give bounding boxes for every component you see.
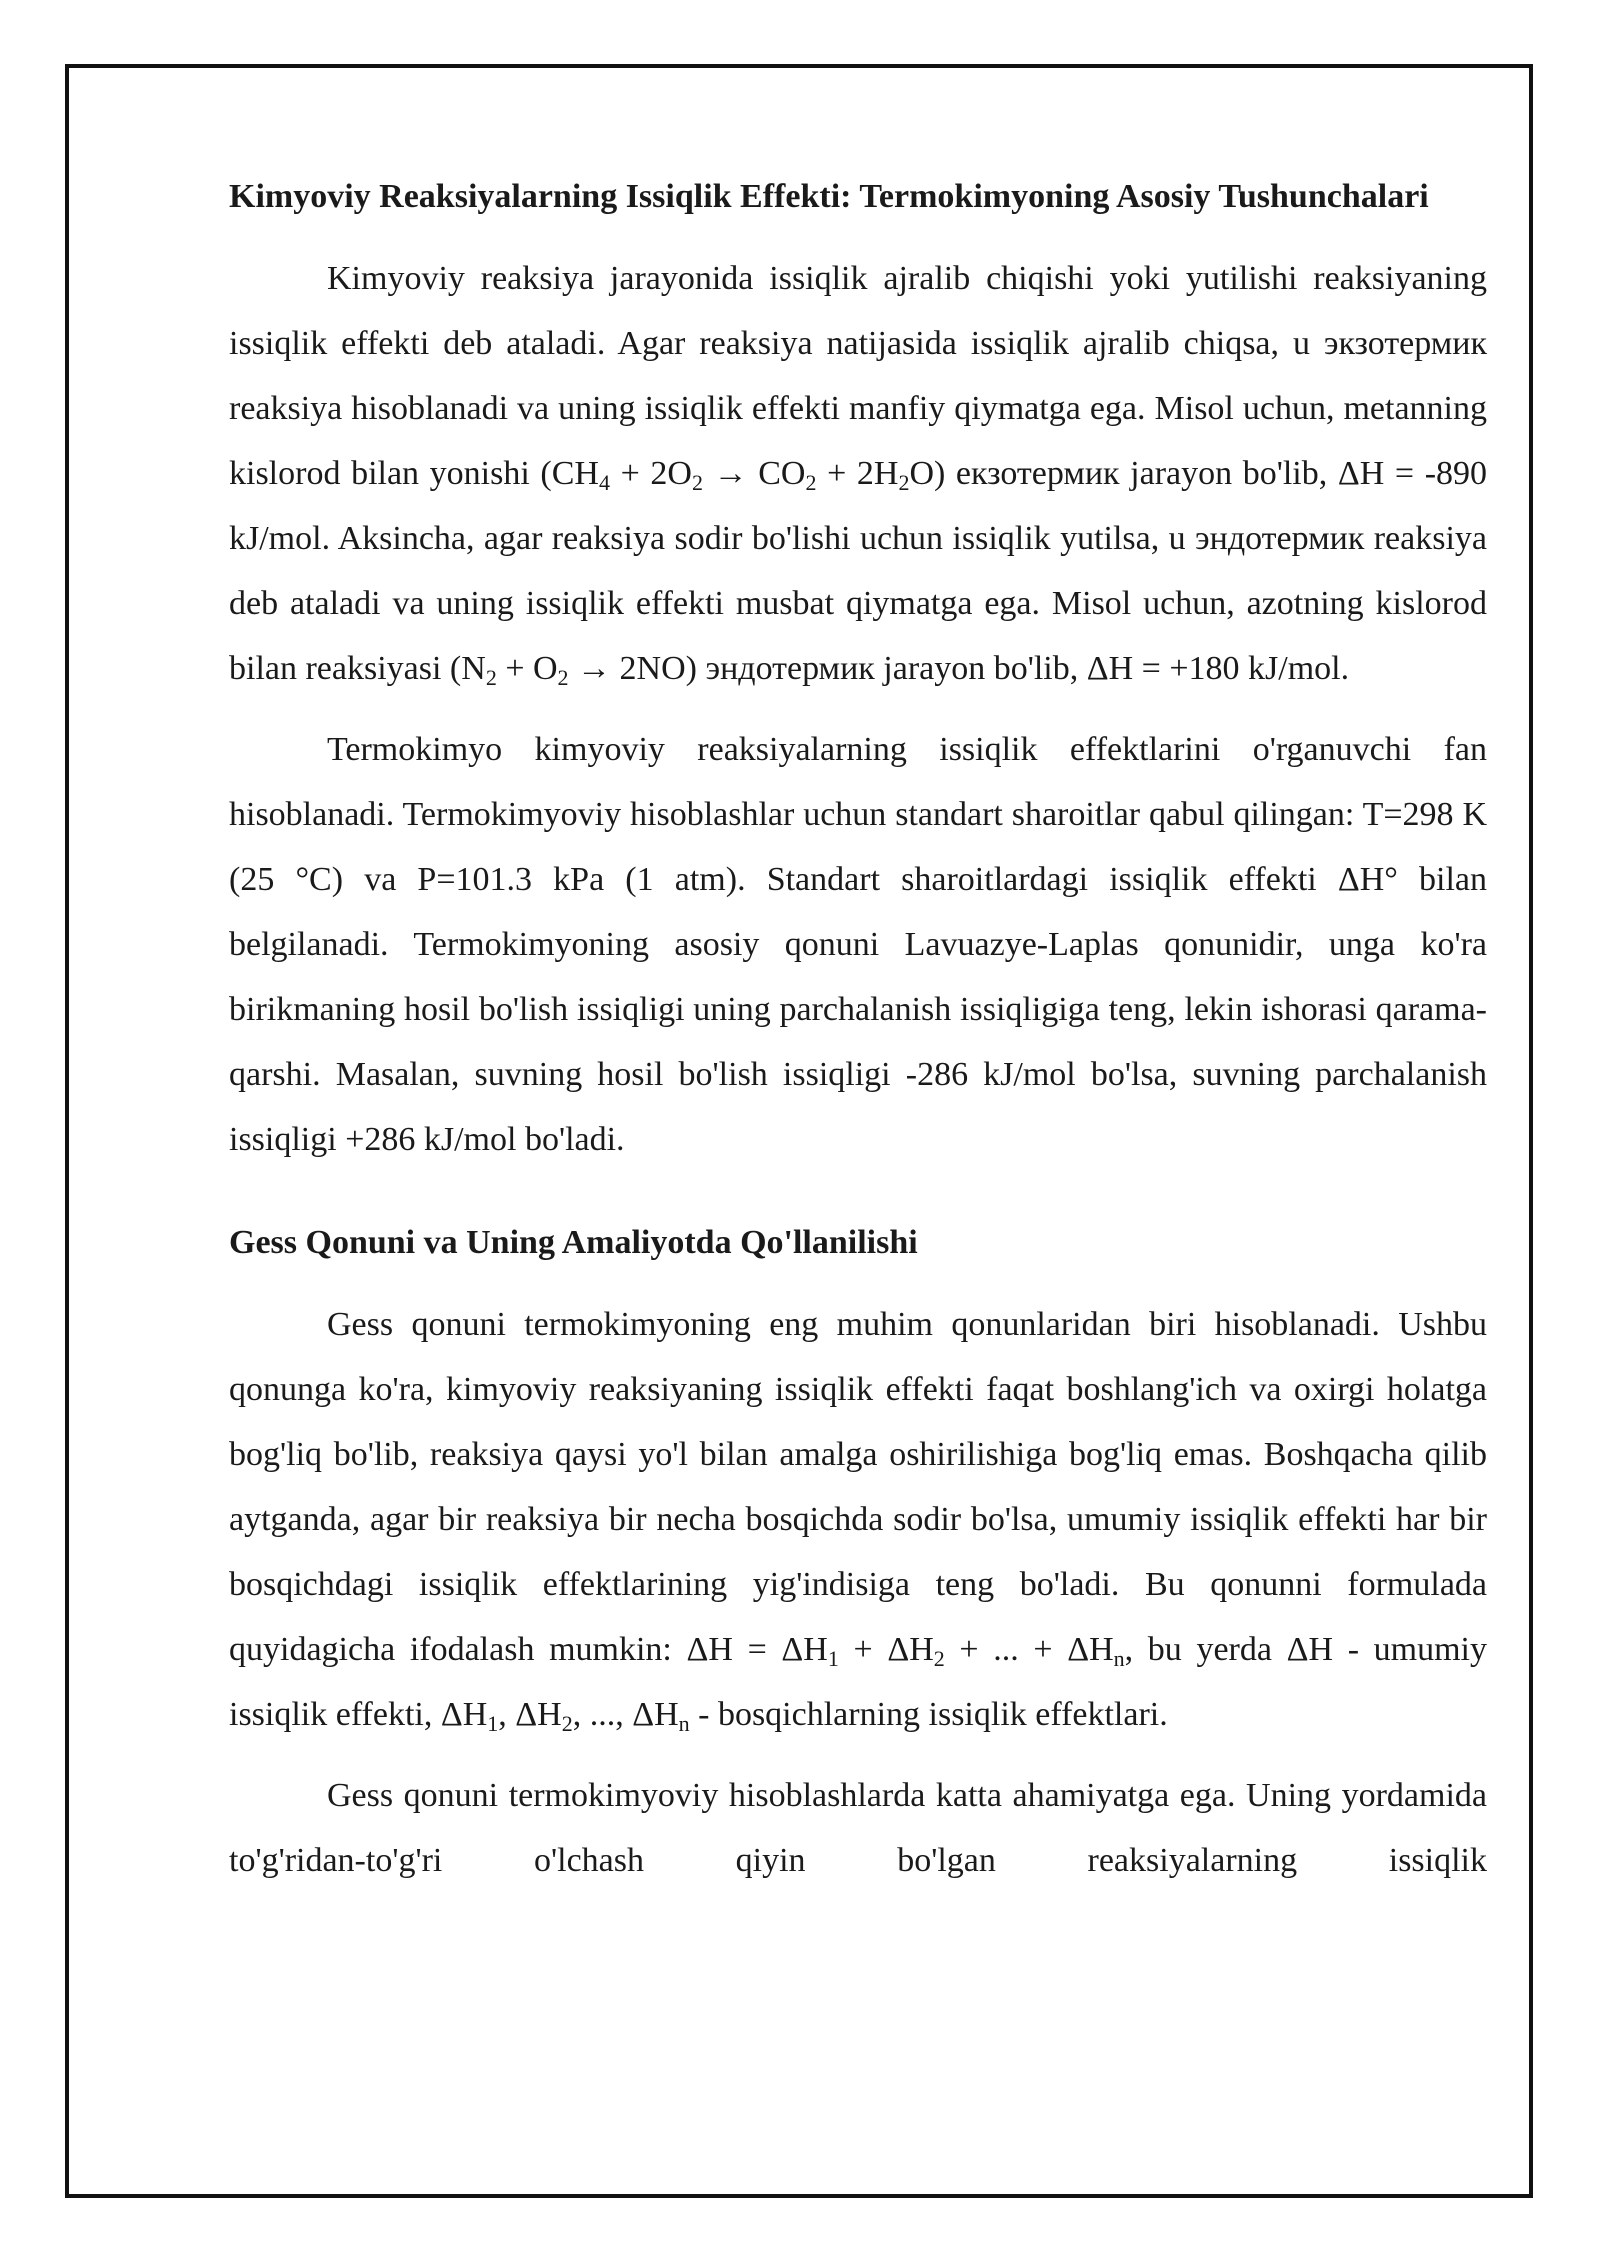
subscript: 2	[933, 1646, 945, 1671]
text-run: Kimyoviy reaksiya jarayonida issiqlik ajralib chiqishi yoki yutilishi reaksiyaning issiqlik effekti deb ataladi. Agar reaksiya natijasida issiqlik ajralib chiqsa, u экзотермик reaksiya hisoblanadi va uning issiqlik effekti manfiy qiymatga ega. Misol uchun, metanning kislorod bilan yonishi (CH	[229, 260, 1487, 492]
subscript: 1	[487, 1711, 499, 1736]
text-run: , ..., ΔH	[572, 1696, 679, 1733]
document-body	[229, 172, 1487, 1909]
text-run: , ΔH	[498, 1696, 562, 1733]
text-run: O) екзотермик jarayon bo'lib, ΔH = -890 kJ/mol. Aksincha, agar reaksiya sodir bo'lishi uchun issiqlik yutilsa, u эндотермик reaksiya deb ataladi va uning issiqlik effekti musbat qiymatga ega. Misol uchun, azotning kislorod bilan reaksiyasi (N	[229, 455, 1488, 687]
subscript: 2	[557, 665, 569, 690]
subscript: n	[678, 1711, 690, 1736]
subscript: n	[1113, 1646, 1125, 1671]
text-run: , bu yerda ΔH - umumiy issiqlik effekti, ΔH	[229, 1631, 1488, 1733]
paragraph-thermochemistry-definition: Termokimyo kimyoviy reaksiyalarning issiqlik effektlarini o'rganuvchi fan hisoblanadi. Termokimyoviy hisoblashlar uchun standart sharoitlar qabul qilingan: T=298 K (25 °C) va P=101.3 kPa (1 atm). Standart sharoitlardagi issiqlik effekti ΔH° bilan belgilanadi. Termokimyoning asosiy qonuni Lavuazye-Laplas qonunidir, unga ko'ra birikmaning hosil bo'lish issiqligi uning parchalanish issiqligiga teng, lekin ishorasi qarama-qarshi. Masalan, suvning hosil bo'lish issiqligi -286 kJ/mol bo'lsa, suvning parchalanish issiqligi +286 kJ/mol bo'ladi.	[229, 731, 1487, 1158]
subscript: 2	[485, 665, 497, 690]
subscript: 1	[827, 1646, 839, 1671]
text-run: → CO	[702, 455, 806, 492]
subscript: 2	[691, 470, 703, 495]
text-run: + 2H	[816, 455, 899, 492]
paragraph-hess-application: Gess qonuni termokimyoviy hisoblashlarda katta ahamiyatga ega. Uning yordamida to'g'ridan-to'g'ri o'lchash qiyin bo'lgan reaksiyalarning issiqlik	[229, 1777, 1487, 1879]
text-run: + O	[496, 650, 558, 687]
text-run: + ΔH	[838, 1631, 934, 1668]
text-run: + 2O	[609, 455, 692, 492]
section-heading-thermochemistry: Kimyoviy Reaksiyalarning Issiqlik Effekti: Termokimyoning Asosiy Tushunchalari	[229, 178, 1429, 215]
paragraph-exo-endo	[229, 246, 1487, 701]
text-run: + ... + ΔH	[944, 1631, 1114, 1668]
text-run: → 2NO) эндотермик jarayon bo'lib, ΔH = +180 kJ/mol.	[568, 650, 1350, 687]
text-run: Gess qonuni termokimyoning eng muhim qonunlaridan biri hisoblanadi. Ushbu qonunga ko'ra, kimyoviy reaksiyaning issiqlik effekti faqat boshlang'ich va oxirgi holatga bog'liq bo'lib, reaksiya qaysi yo'l bilan amalga oshirilishiga bog'liq emas. Boshqacha qilib aytganda, agar bir reaksiya bir necha bosqichda sodir bo'lsa, umumiy issiqlik effekti har bir bosqichdagi issiqlik effektlarining yig'indisiga teng bo'ladi. Bu qonunni formulada quyidagicha ifodalash mumkin: ΔH = ΔH	[229, 1306, 1487, 1668]
text-run: - bosqichlarning issiqlik effektlari.	[689, 1696, 1168, 1733]
subscript: 2	[561, 1711, 573, 1736]
subscript: 2	[898, 470, 910, 495]
subscript: 4	[598, 470, 610, 495]
subscript: 2	[805, 470, 817, 495]
section-heading-hess-law: Gess Qonuni va Uning Amaliyotda Qo'llanilishi	[229, 1224, 918, 1261]
paragraph-hess-law	[229, 1292, 1487, 1747]
